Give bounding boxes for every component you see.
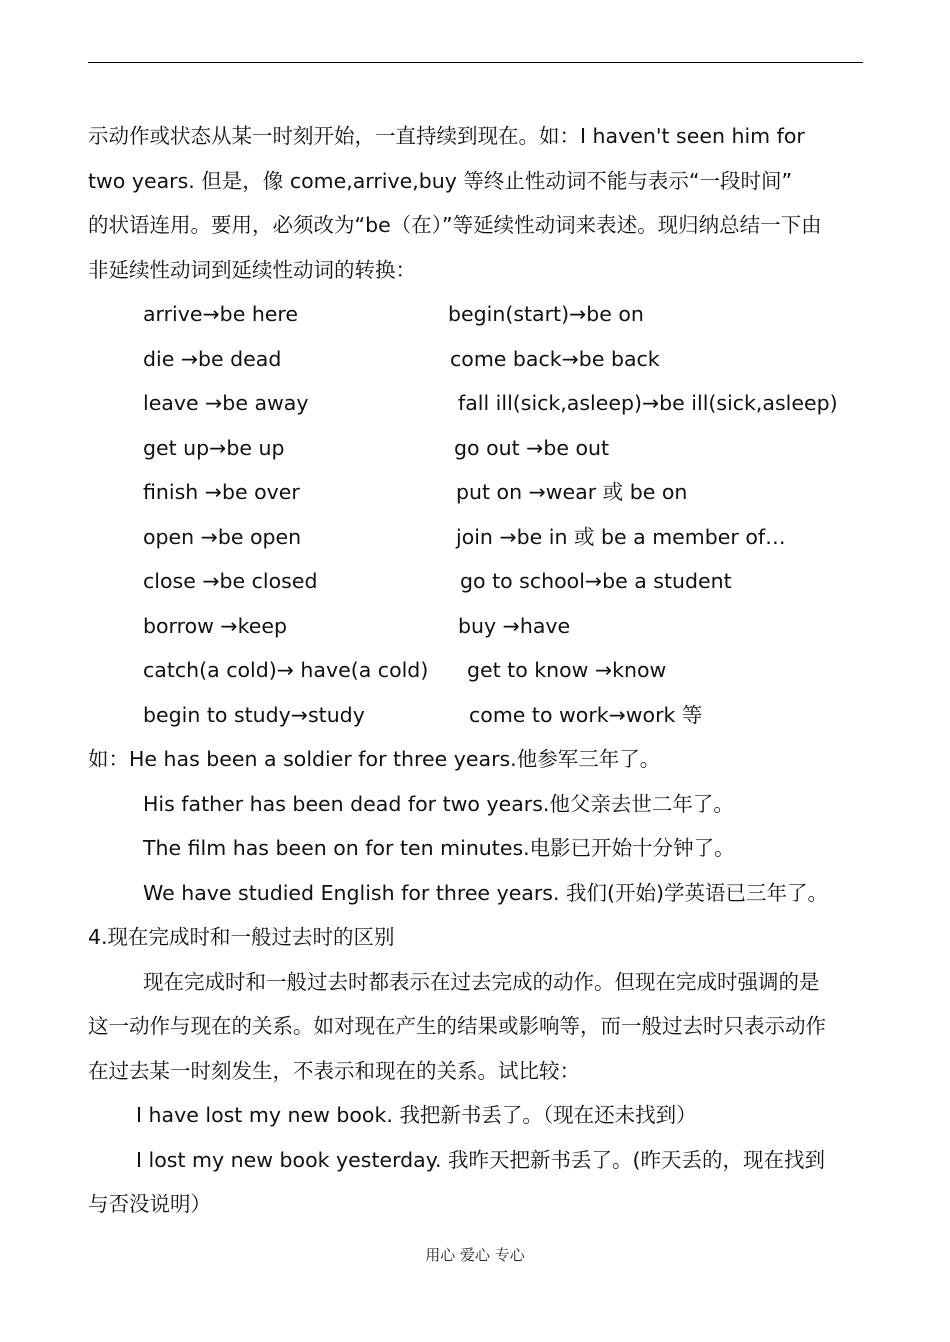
page-footer: 用心 爱心 专心	[425, 1246, 525, 1264]
compare-line: I have lost my new book. 我把新书丢了。（现在还未找到）	[136, 1103, 697, 1127]
example-line: His father has been dead for two years.他父亲去世二年了。	[143, 792, 734, 816]
pair-right: buy →have	[458, 614, 571, 638]
pair-left: borrow →keep	[143, 614, 287, 638]
pair-right: begin(start)→be on	[448, 302, 644, 326]
example-line: The film has been on for ten minutes.电影已开始十分钟了。	[143, 836, 735, 860]
pair-left: get up→be up	[143, 436, 285, 460]
section-body-line: 在过去某一时刻发生，不表示和现在的关系。试比较：	[88, 1059, 580, 1083]
pair-left: close →be closed	[143, 569, 318, 593]
pair-right: join →be in 或 be a member of…	[456, 525, 786, 549]
pair-right: go to school→be a student	[460, 569, 732, 593]
pair-right: put on →wear 或 be on	[456, 480, 688, 504]
pair-right: fall ill(sick,asleep)→be ill(sick,asleep)	[458, 391, 838, 415]
header-rule	[88, 62, 863, 63]
intro-line-2: two years. 但是，像 come,arrive,buy 等终止性动词不能与表示“一段时间”	[88, 169, 793, 193]
section-body-line: 现在完成时和一般过去时都表示在过去完成的动作。但现在完成时强调的是	[143, 970, 820, 994]
pair-right: get to know →know	[467, 658, 667, 682]
pair-left: leave →be away	[143, 391, 309, 415]
intro-line-1: 示动作或状态从某一时刻开始，一直持续到现在。如：I haven't seen him for	[88, 124, 805, 148]
compare-line: 与否没说明）	[88, 1192, 211, 1216]
pair-left: die →be dead	[143, 347, 282, 371]
compare-line: I lost my new book yesterday. 我昨天把新书丢了。(昨天丢的，现在找到	[136, 1148, 825, 1172]
intro-line-3: 的状语连用。要用，必须改为“be（在）”等延续性动词来表述。现归纳总结一下由	[88, 213, 822, 237]
example-line: 如：He has been a soldier for three years.他参军三年了。	[88, 747, 661, 771]
pair-left: arrive→be here	[143, 302, 299, 326]
pair-right: come back→be back	[450, 347, 660, 371]
pair-right: come to work→work 等	[469, 703, 703, 727]
section-body-line: 这一动作与现在的关系。如对现在产生的结果或影响等，而一般过去时只表示动作	[88, 1014, 826, 1038]
example-line: We have studied English for three years. 我们(开始)学英语已三年了。	[143, 881, 829, 905]
pair-left: catch(a cold)→ have(a cold)	[143, 658, 429, 682]
pair-left: open →be open	[143, 525, 302, 549]
pair-left: begin to study→study	[143, 703, 365, 727]
intro-line-4: 非延续性动词到延续性动词的转换：	[88, 258, 416, 282]
pair-left: finish →be over	[143, 480, 300, 504]
section-heading: 4.现在完成时和一般过去时的区别	[88, 925, 395, 949]
pair-right: go out →be out	[454, 436, 610, 460]
